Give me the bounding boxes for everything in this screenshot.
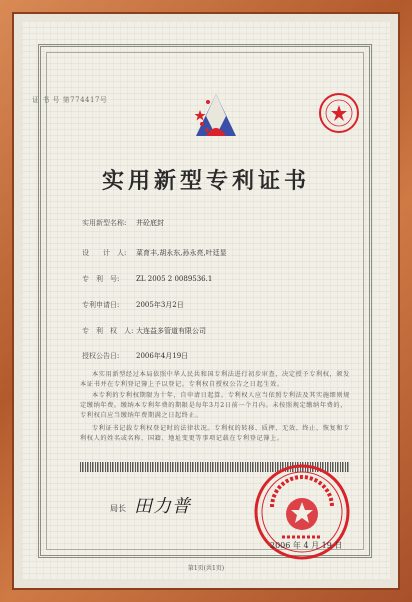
frame-mat	[12, 12, 400, 590]
page-number: 第1页(共1页)	[187, 565, 225, 572]
director-label: 局长	[110, 504, 126, 513]
field-grant-date: 授权公告日: 2006年4月19日	[82, 352, 189, 360]
paragraph-legal-status: 专利证书记载专利权登记时的法律状况。专利权的转移、质押、无效、终止、恢复和专利权人的姓名或名称、国籍、地址变更等事项记载在专利登记簿上。	[80, 425, 350, 442]
field-patentee: 专 利 权 人: 大连益多管道有限公司	[82, 327, 206, 335]
issue-date: 2006 年 4 月 19 日	[270, 541, 343, 550]
certificate-number: 证 书 号 第774417号	[32, 96, 108, 104]
field-application-date: 专利申请日: 2005年3月2日	[82, 301, 184, 309]
paragraph-term: 本专利的专利权期限为十年，自申请日起算。专利权人应当依照专利法及其实施细则规定缴纳年费。缴纳本专利年费的期限是每年3月2日前一个月内。未按照规定缴纳年费的，专利权自应当缴纳年费期满之日起终止。	[80, 392, 350, 419]
patent-office-emblem-icon	[192, 90, 240, 144]
field-patent-number: 专 利 号: ZL 2005 2 0089536.1	[82, 275, 213, 283]
red-seal-stamp-icon	[318, 92, 360, 134]
certificate-paper	[22, 22, 390, 580]
director-signature: 田力普	[134, 496, 191, 517]
certificate-title: 实用新型专利证书	[101, 168, 310, 194]
field-utility-model-name: 实用新型名称: 井砼底封	[82, 219, 164, 227]
field-designer: 设 计 人: 菜育丰,胡永东,孙永亮,叶廷显	[82, 249, 227, 257]
paragraph-grant: 本实用新型经过本局依照中华人民共和国专利法进行初步审查，决定授予专利权，颁发本证书并在专利登记簿上予以登记。专利权自授权公告之日起生效。	[80, 371, 350, 388]
